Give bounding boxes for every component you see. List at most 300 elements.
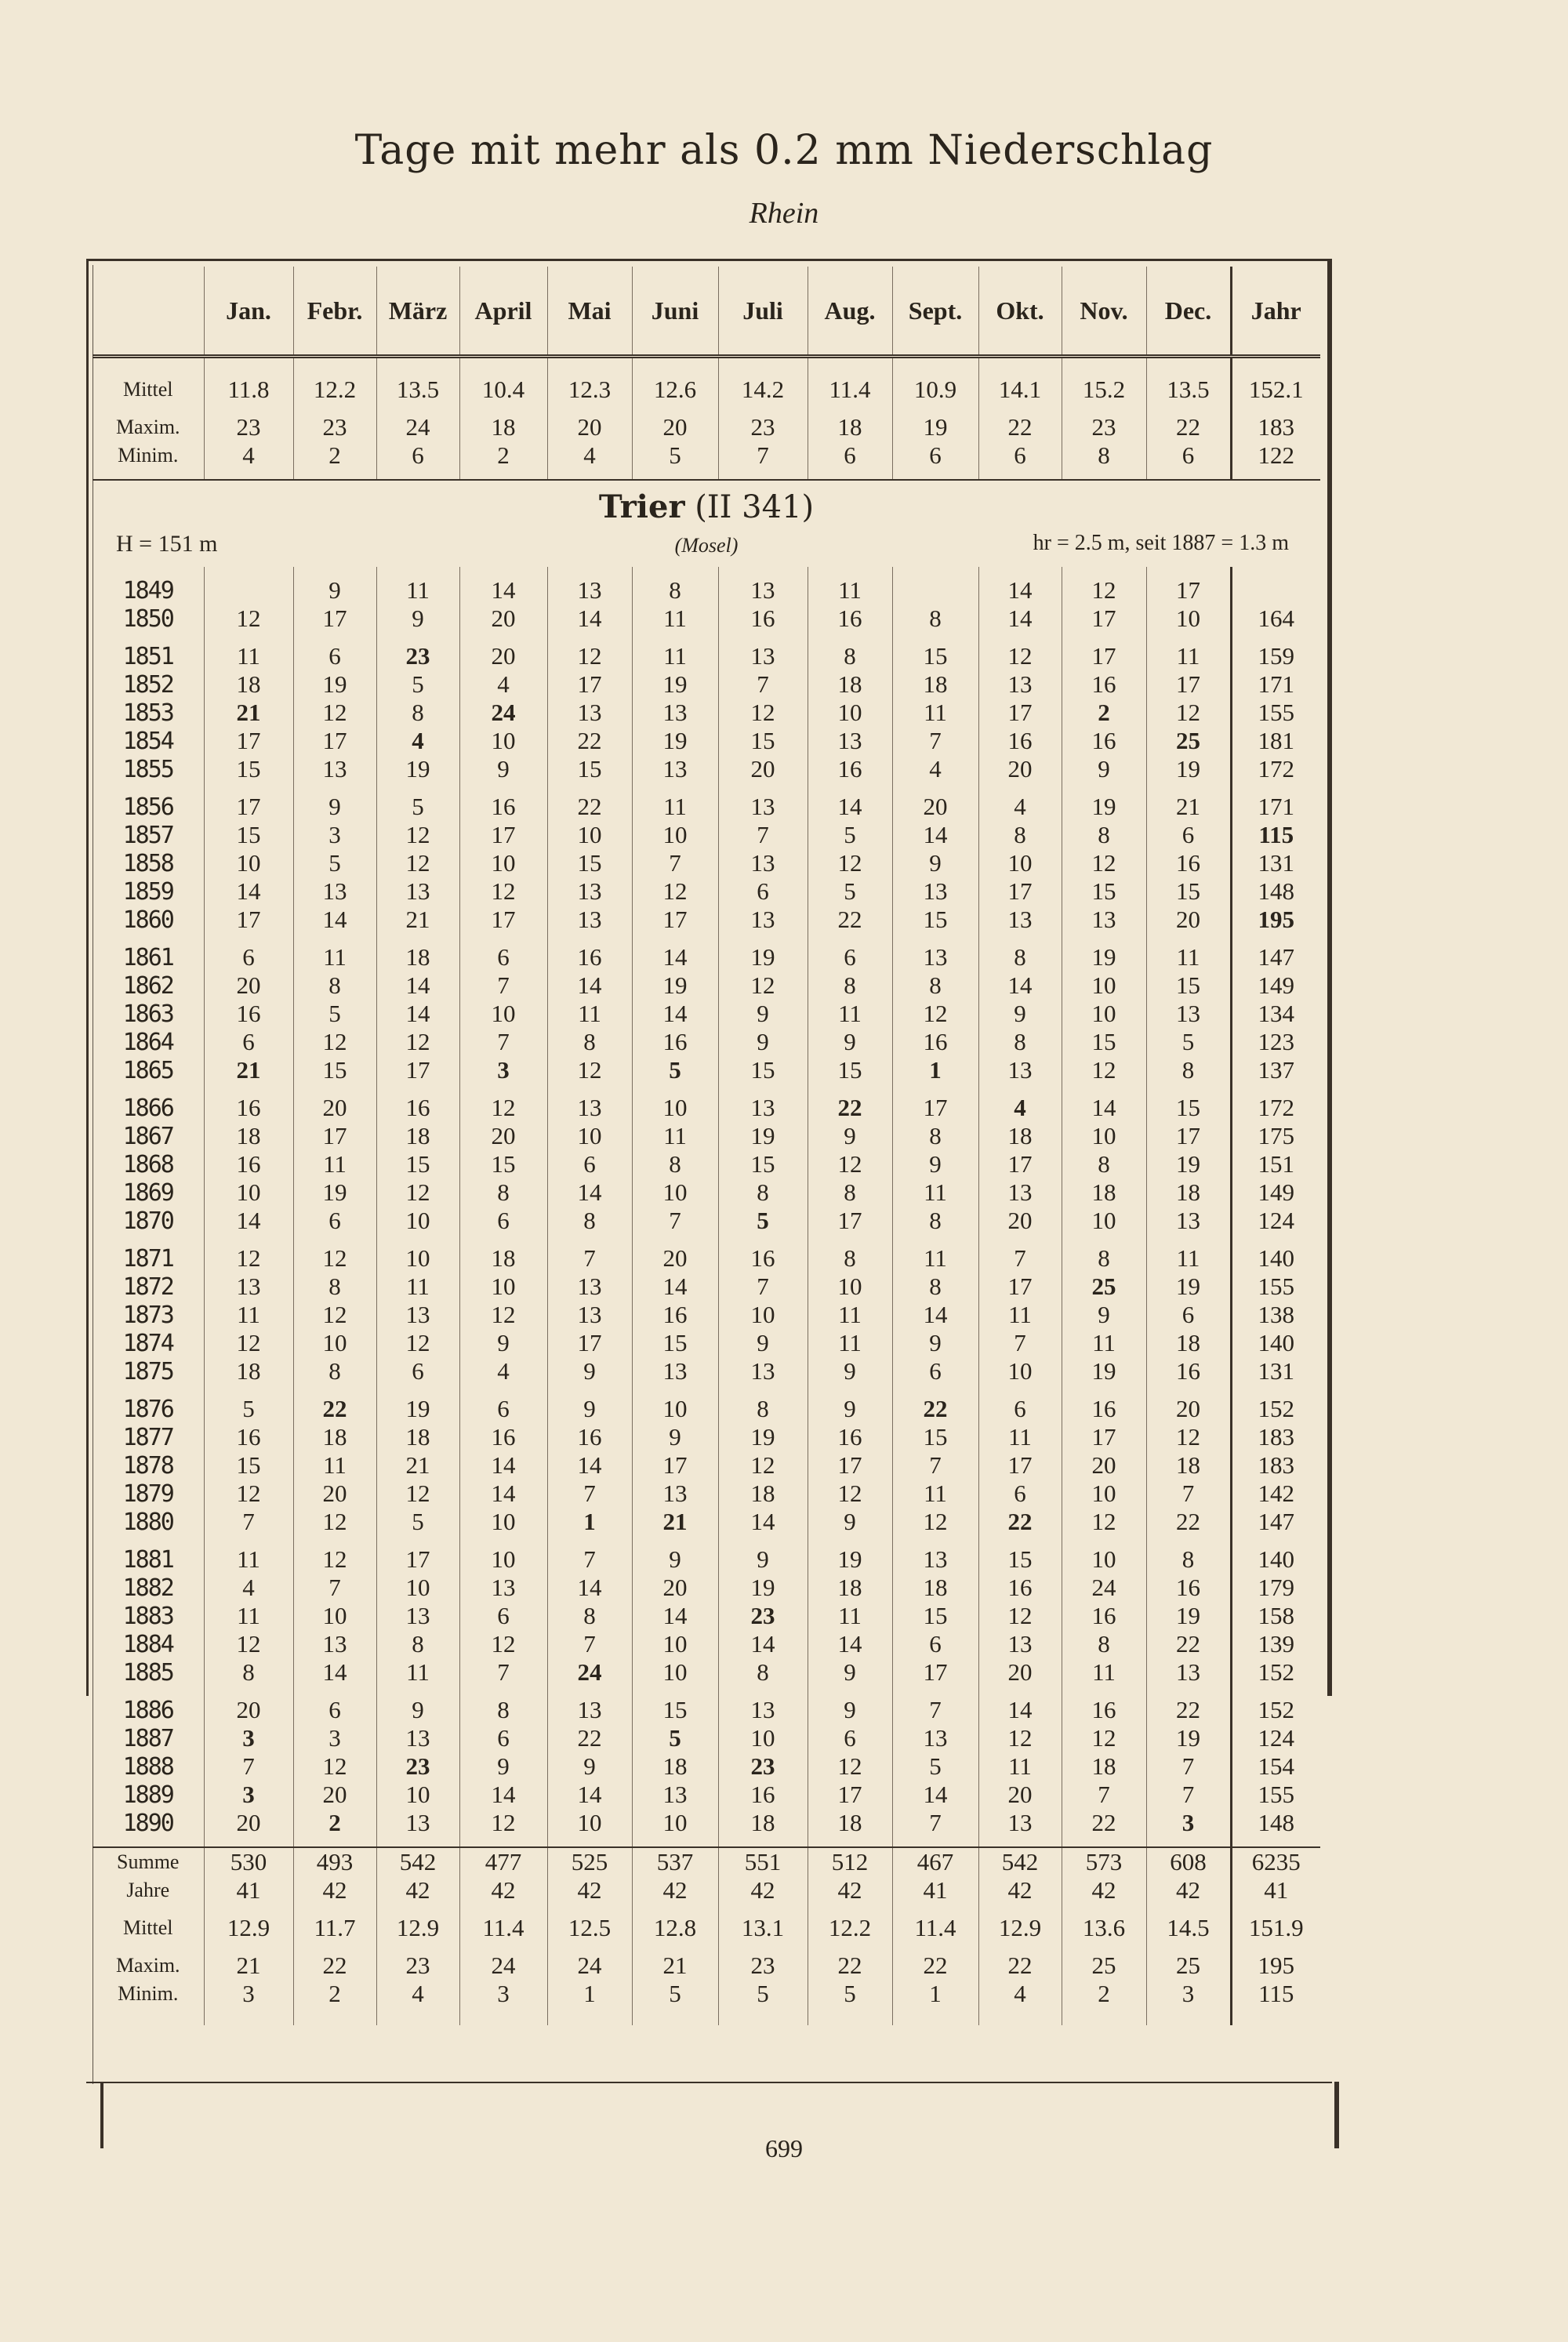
month-cell: 14 bbox=[547, 1451, 632, 1480]
month-cell: 5 bbox=[632, 1980, 718, 2008]
row-label: 1889 bbox=[122, 1781, 173, 1809]
year-total-cell: 155 bbox=[1231, 699, 1320, 727]
year-row bbox=[93, 1122, 1320, 1150]
month-cell: 11.4 bbox=[459, 1914, 547, 1942]
month-cell: 42 bbox=[376, 1876, 459, 1904]
month-cell: 23 bbox=[1062, 413, 1146, 441]
year-row bbox=[93, 1451, 1320, 1480]
month-cell: 16 bbox=[547, 943, 632, 971]
month-cell: 19 bbox=[808, 1545, 892, 1574]
month-cell: 12 bbox=[1146, 699, 1231, 727]
year-row bbox=[93, 849, 1320, 877]
month-cell: 5 bbox=[293, 1000, 376, 1028]
year-row bbox=[93, 1150, 1320, 1178]
month-cell: 10 bbox=[376, 1244, 459, 1273]
month-cell: 12 bbox=[1062, 576, 1146, 605]
month-cell: 17 bbox=[978, 1273, 1062, 1301]
month-cell: 20 bbox=[204, 971, 293, 1000]
month-cell: 10 bbox=[459, 1508, 547, 1536]
col-header: Jahr bbox=[1231, 267, 1320, 357]
year-total-cell: 152 bbox=[1231, 1395, 1320, 1423]
month-cell: 6 bbox=[808, 943, 892, 971]
month-cell: 23 bbox=[718, 1752, 808, 1781]
month-cell: 9 bbox=[808, 1696, 892, 1724]
month-cell: 25 bbox=[1062, 1273, 1146, 1301]
month-cell: 12 bbox=[204, 1480, 293, 1508]
month-cell: 4 bbox=[459, 1357, 547, 1385]
region-row bbox=[93, 413, 1320, 441]
month-cell: 25 bbox=[1146, 1952, 1231, 1980]
month-cell: 11 bbox=[632, 642, 718, 670]
month-cell: 530 bbox=[204, 1847, 293, 1876]
month-cell: 14 bbox=[978, 971, 1062, 1000]
month-cell: 9 bbox=[1062, 1301, 1146, 1329]
month-cell: 16 bbox=[1062, 727, 1146, 755]
year-total-cell: 138 bbox=[1231, 1301, 1320, 1329]
year-row bbox=[93, 576, 1320, 605]
month-cell: 11 bbox=[547, 1000, 632, 1028]
year-total-cell: 195 bbox=[1231, 1952, 1320, 1980]
month-cell: 6 bbox=[978, 441, 1062, 470]
year-total-cell: 151.9 bbox=[1231, 1914, 1320, 1942]
month-cell: 17 bbox=[1146, 576, 1231, 605]
year-row bbox=[93, 1273, 1320, 1301]
month-cell: 22 bbox=[1146, 1696, 1231, 1724]
year-total-cell: 164 bbox=[1231, 605, 1320, 633]
month-cell: 18 bbox=[978, 1122, 1062, 1150]
row-label: 1857 bbox=[122, 821, 173, 849]
month-cell: 15 bbox=[459, 1150, 547, 1178]
month-cell: 17 bbox=[892, 1094, 978, 1122]
month-cell: 7 bbox=[892, 1696, 978, 1724]
month-cell: 20 bbox=[978, 1658, 1062, 1687]
month-cell: 10 bbox=[632, 1809, 718, 1837]
row-label: 1884 bbox=[122, 1630, 173, 1658]
month-cell: 23 bbox=[293, 413, 376, 441]
month-cell: 10.4 bbox=[459, 376, 547, 404]
month-cell: 12 bbox=[459, 1809, 547, 1837]
month-cell: 6 bbox=[1146, 1301, 1231, 1329]
month-cell: 13 bbox=[547, 1273, 632, 1301]
month-cell: 12 bbox=[1062, 1508, 1146, 1536]
month-cell: 6 bbox=[808, 441, 892, 470]
month-cell: 15 bbox=[1062, 877, 1146, 906]
month-cell: 7 bbox=[978, 1244, 1062, 1273]
station-title bbox=[93, 488, 1320, 525]
month-cell: 13 bbox=[547, 1301, 632, 1329]
month-cell: 23 bbox=[718, 413, 808, 441]
yearly-data bbox=[93, 567, 1320, 1847]
month-cell: 14 bbox=[978, 605, 1062, 633]
year-row bbox=[93, 971, 1320, 1000]
year-total-cell: 140 bbox=[1231, 1329, 1320, 1357]
month-cell: 16 bbox=[1062, 1602, 1146, 1630]
summary-row bbox=[93, 1914, 1320, 1942]
header-row bbox=[93, 267, 1320, 357]
month-cell: 7 bbox=[459, 1658, 547, 1687]
month-cell: 12 bbox=[808, 1150, 892, 1178]
month-cell: 8 bbox=[547, 1207, 632, 1235]
month-cell: 19 bbox=[718, 1122, 808, 1150]
month-cell: 11 bbox=[376, 1658, 459, 1687]
month-cell: 4 bbox=[204, 1574, 293, 1602]
month-cell: 12 bbox=[459, 877, 547, 906]
month-cell: 6 bbox=[808, 1724, 892, 1752]
month-cell: 20 bbox=[632, 1244, 718, 1273]
year-total-cell: 149 bbox=[1231, 971, 1320, 1000]
row-label: 1867 bbox=[122, 1122, 173, 1150]
month-cell: 19 bbox=[1146, 1273, 1231, 1301]
year-row bbox=[93, 1301, 1320, 1329]
month-cell: 6 bbox=[459, 943, 547, 971]
month-cell: 18 bbox=[808, 670, 892, 699]
month-cell: 11 bbox=[808, 1301, 892, 1329]
month-cell: 20 bbox=[632, 1574, 718, 1602]
row-label: Mittel bbox=[122, 1916, 173, 1939]
month-cell: 15 bbox=[204, 755, 293, 783]
year-row bbox=[93, 877, 1320, 906]
month-cell: 16 bbox=[376, 1094, 459, 1122]
month-cell: 18 bbox=[376, 1423, 459, 1451]
month-cell: 8 bbox=[632, 1150, 718, 1178]
month-cell: 12.5 bbox=[547, 1914, 632, 1942]
month-cell: 10 bbox=[718, 1301, 808, 1329]
month-cell: 22 bbox=[547, 727, 632, 755]
month-cell: 11 bbox=[293, 1451, 376, 1480]
month-cell: 9 bbox=[808, 1658, 892, 1687]
month-cell: 14 bbox=[808, 1630, 892, 1658]
month-cell: 17 bbox=[376, 1545, 459, 1574]
month-cell: 7 bbox=[204, 1508, 293, 1536]
month-cell: 41 bbox=[204, 1876, 293, 1904]
month-cell: 10 bbox=[1062, 1000, 1146, 1028]
month-cell: 42 bbox=[1146, 1876, 1231, 1904]
year-total-cell: 124 bbox=[1231, 1207, 1320, 1235]
month-cell: 10 bbox=[1146, 605, 1231, 633]
month-cell: 22 bbox=[808, 1952, 892, 1980]
month-cell: 15 bbox=[1146, 877, 1231, 906]
month-cell: 18 bbox=[204, 670, 293, 699]
month-cell: 8 bbox=[718, 1658, 808, 1687]
month-cell: 18 bbox=[1062, 1178, 1146, 1207]
month-cell: 6 bbox=[547, 1150, 632, 1178]
month-cell: 15 bbox=[376, 1150, 459, 1178]
month-cell: 17 bbox=[293, 1122, 376, 1150]
station-header-section bbox=[93, 480, 1320, 567]
month-cell: 8 bbox=[1146, 1056, 1231, 1084]
month-cell: 22 bbox=[892, 1395, 978, 1423]
month-cell: 12 bbox=[892, 1000, 978, 1028]
month-cell: 8 bbox=[978, 1028, 1062, 1056]
month-cell: 15 bbox=[632, 1696, 718, 1724]
month-cell: 16 bbox=[547, 1423, 632, 1451]
year-total-cell: 131 bbox=[1231, 849, 1320, 877]
month-cell: 23 bbox=[376, 1952, 459, 1980]
month-cell: 19 bbox=[1146, 1150, 1231, 1178]
year-total-cell: 152 bbox=[1231, 1658, 1320, 1687]
row-label: 1886 bbox=[122, 1696, 173, 1724]
month-cell: 5 bbox=[718, 1980, 808, 2008]
month-cell: 20 bbox=[892, 793, 978, 821]
month-cell: 12.9 bbox=[978, 1914, 1062, 1942]
year-row bbox=[93, 755, 1320, 783]
row-label: 1854 bbox=[122, 727, 173, 755]
month-cell: 20 bbox=[1146, 1395, 1231, 1423]
year-total-cell: 148 bbox=[1231, 877, 1320, 906]
month-cell: 14 bbox=[718, 1508, 808, 1536]
month-cell: 12 bbox=[978, 1602, 1062, 1630]
month-cell: 9 bbox=[808, 1395, 892, 1423]
row-label: 1878 bbox=[122, 1451, 173, 1480]
month-cell: 7 bbox=[718, 441, 808, 470]
month-cell: 22 bbox=[808, 1094, 892, 1122]
region-row bbox=[93, 376, 1320, 404]
month-cell: 12 bbox=[376, 1178, 459, 1207]
row-label: 1849 bbox=[122, 576, 173, 605]
page-title: Tage mit mehr als 0.2 mm Niederschlag bbox=[354, 127, 1214, 174]
month-cell: 12 bbox=[1062, 1724, 1146, 1752]
month-cell: 7 bbox=[459, 1028, 547, 1056]
year-total-cell: 139 bbox=[1231, 1630, 1320, 1658]
year-row bbox=[93, 1658, 1320, 1687]
month-cell: 13 bbox=[632, 1480, 718, 1508]
month-cell: 8 bbox=[376, 1630, 459, 1658]
month-cell: 17 bbox=[376, 1056, 459, 1084]
month-cell: 18 bbox=[808, 413, 892, 441]
month-cell: 6 bbox=[978, 1395, 1062, 1423]
year-row bbox=[93, 906, 1320, 934]
month-cell: 22 bbox=[892, 1952, 978, 1980]
month-cell: 9 bbox=[718, 1028, 808, 1056]
month-cell: 10 bbox=[632, 1094, 718, 1122]
month-cell: 12 bbox=[204, 605, 293, 633]
month-cell: 16 bbox=[204, 1000, 293, 1028]
row-label: 1861 bbox=[122, 943, 173, 971]
month-cell: 8 bbox=[808, 642, 892, 670]
month-cell: 16 bbox=[978, 727, 1062, 755]
month-cell: 8 bbox=[1062, 1244, 1146, 1273]
month-cell: 10 bbox=[632, 1178, 718, 1207]
table-bottom-rule bbox=[86, 2082, 1332, 2083]
month-cell: 13 bbox=[547, 877, 632, 906]
month-cell: 42 bbox=[978, 1876, 1062, 1904]
year-row bbox=[93, 1724, 1320, 1752]
year-total-cell: 152 bbox=[1231, 1696, 1320, 1724]
year-row bbox=[93, 1395, 1320, 1423]
year-row bbox=[93, 1602, 1320, 1630]
month-cell: 1 bbox=[547, 1508, 632, 1536]
month-cell: 6 bbox=[376, 441, 459, 470]
month-cell: 11 bbox=[978, 1752, 1062, 1781]
year-row bbox=[93, 1696, 1320, 1724]
month-cell: 13 bbox=[892, 943, 978, 971]
month-cell: 12 bbox=[376, 1028, 459, 1056]
month-cell: 9 bbox=[892, 849, 978, 877]
month-cell: 11 bbox=[632, 1122, 718, 1150]
month-cell: 3 bbox=[293, 821, 376, 849]
month-cell: 16 bbox=[1062, 1696, 1146, 1724]
month-cell: 13 bbox=[293, 877, 376, 906]
month-cell: 13 bbox=[204, 1273, 293, 1301]
month-cell: 12 bbox=[376, 1329, 459, 1357]
station-name: Trier bbox=[598, 488, 685, 525]
month-cell: 17 bbox=[632, 1451, 718, 1480]
month-cell: 10 bbox=[459, 1545, 547, 1574]
month-cell: 13 bbox=[892, 877, 978, 906]
month-cell: 22 bbox=[547, 793, 632, 821]
month-cell: 19 bbox=[1146, 1724, 1231, 1752]
month-cell: 551 bbox=[718, 1847, 808, 1876]
month-cell: 11 bbox=[1146, 642, 1231, 670]
month-cell: 42 bbox=[718, 1876, 808, 1904]
page-number: 699 bbox=[765, 2134, 803, 2162]
month-cell: 20 bbox=[1062, 1451, 1146, 1480]
page-subtitle: Rhein bbox=[749, 197, 819, 230]
month-cell: 13 bbox=[718, 1357, 808, 1385]
month-cell: 18 bbox=[204, 1122, 293, 1150]
region-summary bbox=[93, 357, 1320, 481]
month-cell: 17 bbox=[808, 1451, 892, 1480]
row-label: 1869 bbox=[122, 1178, 173, 1207]
month-cell: 6 bbox=[293, 1696, 376, 1724]
month-cell: 22 bbox=[808, 906, 892, 934]
row-label: 1850 bbox=[122, 605, 173, 633]
month-cell: 5 bbox=[718, 1207, 808, 1235]
year-row bbox=[93, 1244, 1320, 1273]
col-header: Juni bbox=[632, 267, 718, 357]
month-cell: 6 bbox=[978, 1480, 1062, 1508]
month-cell: 22 bbox=[1146, 413, 1231, 441]
row-label: 1880 bbox=[122, 1508, 173, 1536]
month-cell: 15 bbox=[718, 1056, 808, 1084]
month-cell: 11 bbox=[204, 1602, 293, 1630]
month-cell: 20 bbox=[978, 1207, 1062, 1235]
month-cell: 13.5 bbox=[376, 376, 459, 404]
month-cell: 12 bbox=[808, 1480, 892, 1508]
month-cell: 17 bbox=[547, 1329, 632, 1357]
month-cell: 9 bbox=[978, 1000, 1062, 1028]
year-row bbox=[93, 1056, 1320, 1084]
month-cell: 11 bbox=[808, 1000, 892, 1028]
year-row bbox=[93, 793, 1320, 821]
year-row bbox=[93, 1480, 1320, 1508]
month-cell: 15 bbox=[718, 1150, 808, 1178]
month-cell: 14 bbox=[204, 877, 293, 906]
month-cell: 12 bbox=[293, 699, 376, 727]
month-cell: 5 bbox=[808, 821, 892, 849]
row-label: 1887 bbox=[122, 1724, 173, 1752]
month-cell: 4 bbox=[204, 441, 293, 470]
month-cell: 10 bbox=[547, 1122, 632, 1150]
month-cell: 8 bbox=[293, 971, 376, 1000]
month-cell: 15 bbox=[892, 1602, 978, 1630]
month-cell: 18 bbox=[1146, 1178, 1231, 1207]
col-header: Sept. bbox=[892, 267, 978, 357]
row-label: 1855 bbox=[122, 755, 173, 783]
row-label: 1866 bbox=[122, 1094, 173, 1122]
month-cell: 573 bbox=[1062, 1847, 1146, 1876]
year-row bbox=[93, 1423, 1320, 1451]
month-cell: 18 bbox=[1146, 1329, 1231, 1357]
month-cell: 12 bbox=[808, 849, 892, 877]
month-cell: 15 bbox=[892, 642, 978, 670]
month-cell: 2 bbox=[1062, 699, 1146, 727]
month-cell: 16 bbox=[892, 1028, 978, 1056]
month-cell: 14 bbox=[892, 1781, 978, 1809]
month-cell: 17 bbox=[459, 821, 547, 849]
month-cell: 10 bbox=[1062, 1480, 1146, 1508]
spacer-row bbox=[93, 1536, 1320, 1545]
spacer-row bbox=[93, 1837, 1320, 1847]
year-row bbox=[93, 1574, 1320, 1602]
month-cell: 6 bbox=[204, 1028, 293, 1056]
row-label: 1879 bbox=[122, 1480, 173, 1508]
col-header: Nov. bbox=[1062, 267, 1146, 357]
year-total-cell: 137 bbox=[1231, 1056, 1320, 1084]
month-cell: 3 bbox=[1146, 1980, 1231, 2008]
month-cell: 16 bbox=[204, 1423, 293, 1451]
month-cell: 7 bbox=[547, 1545, 632, 1574]
month-cell: 10 bbox=[459, 849, 547, 877]
month-cell: 9 bbox=[718, 1000, 808, 1028]
month-cell: 18 bbox=[892, 670, 978, 699]
month-cell: 8 bbox=[1062, 1150, 1146, 1178]
month-cell: 11 bbox=[1062, 1329, 1146, 1357]
month-cell: 16 bbox=[459, 793, 547, 821]
month-cell: 19 bbox=[718, 1423, 808, 1451]
month-cell: 10 bbox=[1062, 1207, 1146, 1235]
year-total-cell: 151 bbox=[1231, 1150, 1320, 1178]
month-cell: 5 bbox=[376, 793, 459, 821]
month-cell: 11 bbox=[808, 1602, 892, 1630]
month-cell: 10 bbox=[1062, 971, 1146, 1000]
row-label: 1870 bbox=[122, 1207, 173, 1235]
year-total-cell: 124 bbox=[1231, 1724, 1320, 1752]
month-cell: 21 bbox=[376, 906, 459, 934]
month-cell: 12.9 bbox=[204, 1914, 293, 1942]
row-label: 1871 bbox=[122, 1244, 173, 1273]
month-cell: 5 bbox=[632, 441, 718, 470]
month-cell: 19 bbox=[376, 1395, 459, 1423]
month-cell: 13 bbox=[547, 1696, 632, 1724]
month-cell: 16 bbox=[718, 1244, 808, 1273]
month-cell: 18 bbox=[892, 1574, 978, 1602]
month-cell: 16 bbox=[204, 1094, 293, 1122]
month-cell: 2 bbox=[459, 441, 547, 470]
month-cell: 10 bbox=[547, 1809, 632, 1837]
month-cell: 9 bbox=[459, 1329, 547, 1357]
month-cell: 10 bbox=[204, 1178, 293, 1207]
month-cell: 17 bbox=[978, 1451, 1062, 1480]
month-cell: 42 bbox=[547, 1876, 632, 1904]
month-cell: 8 bbox=[892, 1273, 978, 1301]
year-row bbox=[93, 1207, 1320, 1235]
month-cell: 8 bbox=[718, 1395, 808, 1423]
station-header bbox=[93, 480, 1320, 567]
month-cell: 20 bbox=[978, 755, 1062, 783]
month-cell: 6 bbox=[459, 1724, 547, 1752]
month-cell: 14 bbox=[547, 1574, 632, 1602]
month-cell: 17 bbox=[204, 727, 293, 755]
month-cell: 19 bbox=[1146, 755, 1231, 783]
year-total-cell: 183 bbox=[1231, 413, 1320, 441]
summary-row bbox=[93, 1980, 1320, 2008]
month-cell: 17 bbox=[892, 1658, 978, 1687]
month-cell: 16 bbox=[808, 755, 892, 783]
month-cell: 23 bbox=[376, 642, 459, 670]
row-label: 1863 bbox=[122, 1000, 173, 1028]
month-cell: 19 bbox=[892, 413, 978, 441]
